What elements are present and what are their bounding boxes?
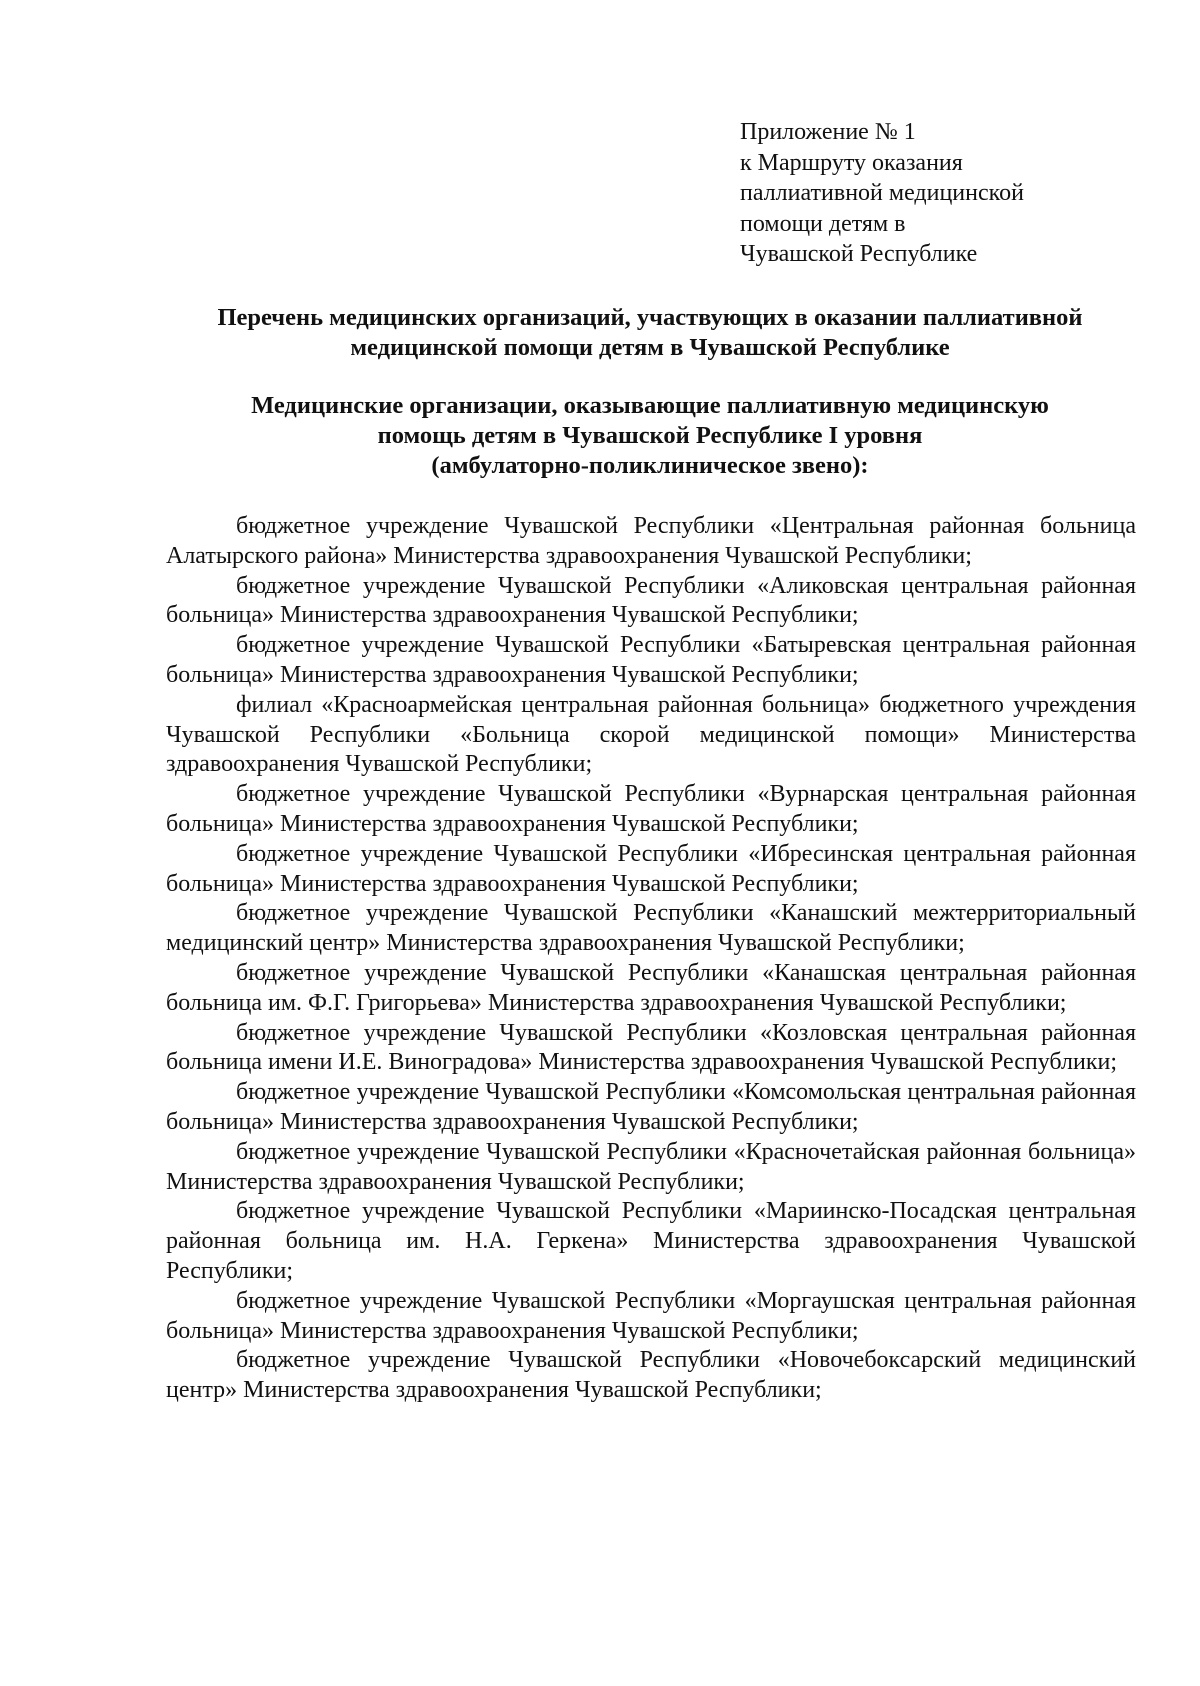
appendix-line: Приложение № 1 [740,119,916,145]
appendix-line: к Маршруту оказания [740,149,963,176]
section-heading [160,391,1140,481]
organization-item: бюджетное учреждение Чувашской Республики «Центральная районная больница Алатырского района» Министерства здравоохранения Чувашской Республики; [166,513,1136,569]
organization-item: бюджетное учреждение Чувашской Республики «Комсомольская центральная районная больница» Министерства здравоохранения Чувашской Республики; [166,1079,1136,1135]
section-heading-line: помощь детям в Чувашской Республике I уровня [377,422,923,449]
organization-item: бюджетное учреждение Чувашской Республики «Аликовская центральная районная больница» Министерства здравоохранения Чувашской Республики; [166,572,1136,629]
organization-item: бюджетное учреждение Чувашской Республики «Батыревская центральная районная больница» Министерства здравоохранения Чувашской Республики; [166,632,1136,688]
document-title-line: медицинской помощи детям в Чувашской Республике [350,334,950,361]
appendix-reference [740,117,1024,270]
appendix-line: паллиативной медицинской [740,180,1024,206]
organization-item: бюджетное учреждение Чувашской Республики «Вурнарская центральная районная больница» Министерства здравоохранения Чувашской Республики; [166,781,1136,837]
organization-item: бюджетное учреждение Чувашской Республики «Новочебоксарский медицинский центр» Министерства здравоохранения Чувашской Республики; [166,1347,1136,1404]
appendix-line: помощи детям в [740,210,906,237]
document-title-line: Перечень медицинских организаций, участвующих в оказании паллиативной [217,304,1083,331]
organization-item: бюджетное учреждение Чувашской Республики «Ибресинская центральная районная больница» Министерства здравоохранения Чувашской Республики; [166,840,1136,897]
organization-item: бюджетное учреждение Чувашской Республики «Козловская центральная районная больница имени И.Е. Виноградова» Министерства здравоохранения Чувашской Республики; [166,1019,1136,1076]
organization-list [166,512,1136,1406]
document-title [160,303,1140,363]
organization-item: филиал «Красноармейская центральная районная больница» бюджетного учреждения Чувашской Республики «Больница скорой медицинской помощи» Министерства здравоохранения Чувашской Республики; [166,691,1136,778]
section-heading-line: (амбулаторно-поликлиническое звено): [431,452,869,479]
organization-item: бюджетное учреждение Чувашской Республики «Канашская центральная районная больница им. Ф.Г. Григорьева» Министерства здравоохранения Чувашской Республики; [166,959,1136,1016]
appendix-line: Чувашской Республике [740,241,978,267]
organization-item: бюджетное учреждение Чувашской Республики «Канашский межтерриториальный медицинский центр» Министерства здравоохранения Чувашской Республики; [166,900,1136,957]
section-heading-line: Медицинские организации, оказывающие паллиативную медицинскую [251,392,1049,419]
organization-item: бюджетное учреждение Чувашской Республики «Красночетайская районная больница» Министерства здравоохранения Чувашской Республики; [166,1138,1136,1195]
organization-item: бюджетное учреждение Чувашской Республики «Моргаушская центральная районная больница» Министерства здравоохранения Чувашской Республики; [166,1287,1136,1344]
organization-item: бюджетное учреждение Чувашской Республики «Мариинско-Посадская центральная районная больница им. Н.А. Геркена» Министерства здравоохранения Чувашской Республики; [166,1198,1136,1284]
